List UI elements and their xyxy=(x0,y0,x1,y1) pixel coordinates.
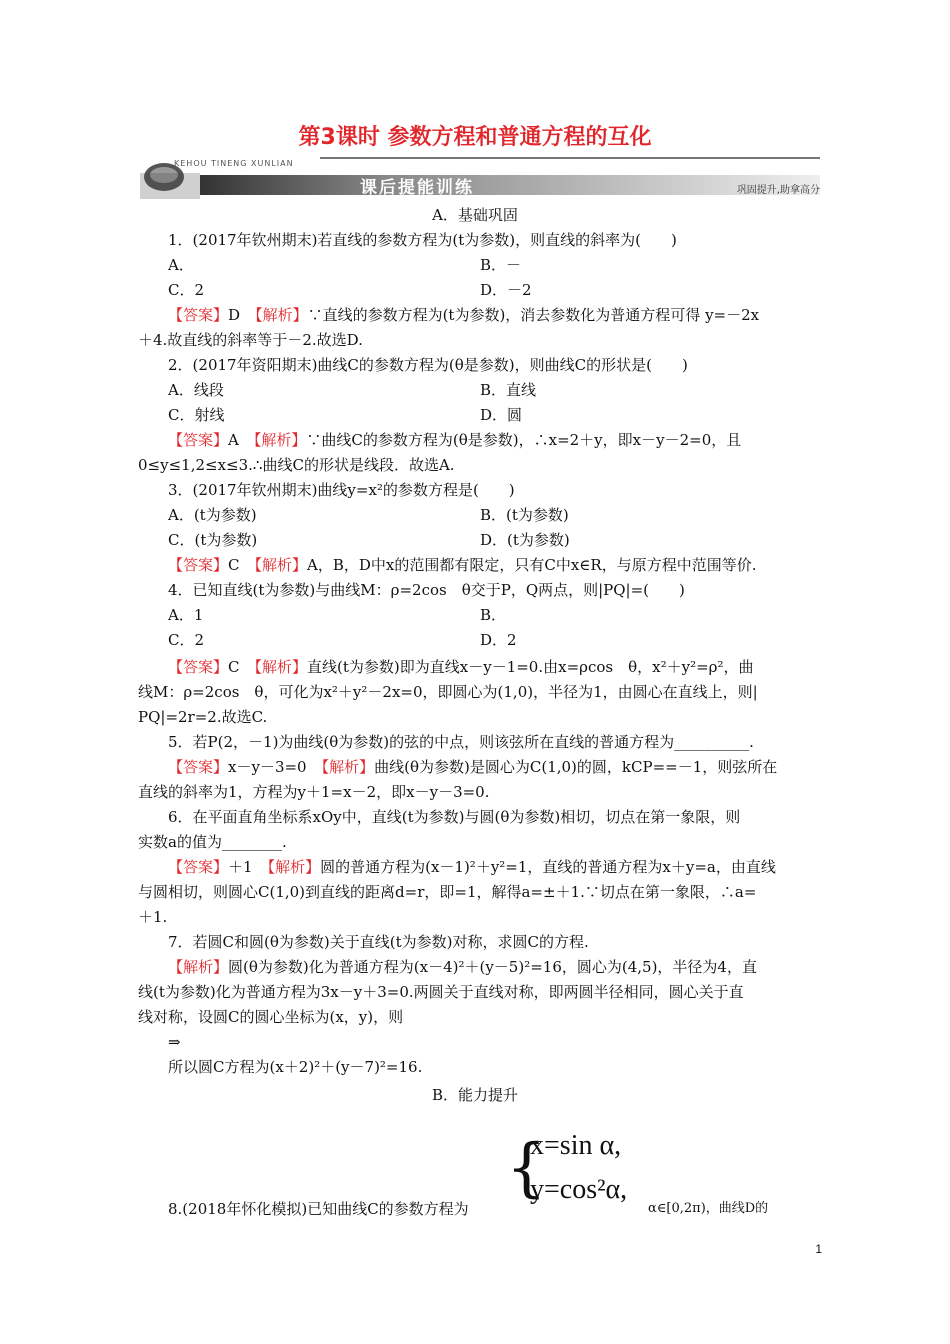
analysis-text: 曲线(θ为参数)是圆心为C(1,0)的圆，kCP==－1，则弦所在 xyxy=(374,758,778,776)
q1-option-c: C．2 xyxy=(168,281,205,299)
q7-text: 7．若圆C和圆(θ为参数)关于直线(t为参数)对称，求圆C的方程. xyxy=(168,933,589,951)
q7-analysis xyxy=(168,956,757,978)
answer-tag: 【答案】 xyxy=(168,758,229,776)
analysis-text: ∵直线的参数方程为(t为参数)，消去参数化为普通方程可得 y=－2x xyxy=(307,306,760,324)
analysis-tag: 【解析】 xyxy=(168,958,229,976)
page-title: 第3课时 参数方程和普通方程的互化 xyxy=(298,125,652,150)
q1-analysis-cont: ＋4.故直线的斜率等于－2.故选D. xyxy=(138,331,363,349)
answer-value: A xyxy=(228,431,239,449)
q7-result: 所以圆C方程为(x＋2)²＋(y－7)²=16. xyxy=(168,1058,423,1076)
answer-value: ＋1 xyxy=(228,858,253,876)
answer-tag: 【答案】 xyxy=(168,658,229,676)
answer-tag: 【答案】 xyxy=(168,556,229,574)
q8-text-cont: α∈[0,2π)，曲线D的 xyxy=(648,1201,769,1216)
answer-value: C xyxy=(228,658,240,676)
equation-line-1: x=sin α, xyxy=(530,1130,622,1161)
equation-line-2: y=cos²α, xyxy=(530,1174,628,1205)
answer-tag: 【答案】 xyxy=(168,306,229,324)
q7-analysis-cont1: 线(t为参数)化为普通方程为3x－y＋3=0.两圆关于直线对称，即两圆半径相同，圆心关于直 xyxy=(138,983,744,1001)
banner-bar xyxy=(200,175,820,195)
q4-answer xyxy=(168,656,754,678)
analysis-tag: 【解析】 xyxy=(254,658,308,676)
analysis-tag: 【解析】 xyxy=(321,758,375,776)
brace-symbol: { xyxy=(506,1131,547,1205)
analysis-tag: 【解析】 xyxy=(253,431,307,449)
q1-option-a: A． xyxy=(168,256,194,274)
q3-text: 3．(2017年钦州期末)曲线y=x²的参数方程是( ) xyxy=(168,481,515,499)
q4-option-d: D．2 xyxy=(480,631,517,649)
q4-analysis-cont1: 线M：ρ=2cos θ，可化为x²＋y²－2x=0，即圆心为(1,0)，半径为1，由圆心在直线上，则| xyxy=(138,683,758,701)
answer-tag: 【答案】 xyxy=(168,431,229,449)
q1-option-b: B．－ xyxy=(480,256,522,274)
q4-analysis-cont2: PQ|=2r=2.故选C. xyxy=(138,708,268,726)
analysis-text: 圆的普通方程为(x－1)²＋y²=1，直线的普通方程为x＋y=a，由直线 xyxy=(320,858,776,876)
analysis-text: A，B，D中x的范围都有限定，只有C中x∈R，与原方程中范围等价. xyxy=(307,556,757,574)
q1-text: 1．(2017年钦州期末)若直线的参数方程为(t为参数)，则直线的斜率为( ) xyxy=(168,231,677,249)
q2-analysis-cont: 0≤y≤1,2≤x≤3.∴曲线C的形状是线段．故选A. xyxy=(138,456,455,474)
q6-answer xyxy=(168,856,776,878)
q3-answer xyxy=(168,554,756,576)
answer-tag: 【答案】 xyxy=(168,858,229,876)
q2-answer xyxy=(168,429,741,451)
q6-analysis-cont2: ＋1. xyxy=(138,908,168,926)
q3-option-a: A．(t为参数) xyxy=(168,506,257,524)
q8-equation xyxy=(506,1128,666,1218)
section-a-heading: A．基础巩固 xyxy=(432,206,518,224)
q4-option-c: C．2 xyxy=(168,631,205,649)
answer-value: C xyxy=(228,556,240,574)
analysis-text: 直线(t为参数)即为直线x－y－1=0.由x=ρcos θ，x²＋y²=ρ²，曲 xyxy=(307,658,754,676)
section-banner xyxy=(140,153,820,203)
q4-option-a: A．1 xyxy=(168,606,204,624)
q2-option-b: B．直线 xyxy=(480,381,537,399)
answer-value: D xyxy=(228,306,241,324)
q4-text: 4．已知直线(t为参数)与曲线M：ρ=2cos θ交于P，Q两点，则|PQ|=( ) xyxy=(168,581,685,599)
banner-subtitle: 巩固提升,助拿高分 xyxy=(736,185,820,196)
analysis-tag: 【解析】 xyxy=(267,858,321,876)
q4-option-b: B． xyxy=(480,606,507,624)
analysis-text: ∵曲线C的参数方程为(θ是参数)，∴x=2＋y，即x－y－2=0，且 xyxy=(306,431,742,449)
q2-option-a: A．线段 xyxy=(168,381,224,399)
analysis-tag: 【解析】 xyxy=(254,556,308,574)
q1-answer xyxy=(168,304,759,326)
q2-option-d: D．圆 xyxy=(480,406,523,424)
q2-text: 2．(2017年资阳期末)曲线C的参数方程为(θ是参数)，则曲线C的形状是( ) xyxy=(168,356,688,374)
q6-text-cont: 实数a的值为________. xyxy=(138,833,287,851)
q3-option-b: B．(t为参数) xyxy=(480,506,569,524)
q2-option-c: C．射线 xyxy=(168,406,225,424)
analysis-tag: 【解析】 xyxy=(255,306,308,324)
q6-analysis-cont1: 与圆相切，则圆心C(1,0)到直线的距离d=r，即=1，解得a=±＋1.∵切点在第一象限，∴a= xyxy=(138,883,757,901)
q1-option-d: D．－2 xyxy=(480,281,532,299)
page-number: 1 xyxy=(815,1242,822,1256)
banner-label: 课后提能训练 xyxy=(360,178,474,198)
q5-analysis-cont: 直线的斜率为1，方程为y＋1=x－2，即x－y－3=0. xyxy=(138,783,490,801)
answer-value: x－y－3=0 xyxy=(228,758,307,776)
q7-implies: ⇒ xyxy=(168,1033,181,1051)
banner-pinyin: KEHOU TINENG XUNLIAN xyxy=(174,159,294,168)
banner-rule xyxy=(320,157,820,159)
q5-answer xyxy=(168,756,777,778)
q8-text: 8.(2018年怀化模拟)已知曲线C的参数方程为 xyxy=(168,1200,469,1218)
q5-text: 5．若P(2，－1)为曲线(θ为参数)的弦的中点，则该弦所在直线的普通方程为__________. xyxy=(168,733,754,751)
analysis-text: 圆(θ为参数)化为普通方程为(x－4)²＋(y－5)²=16，圆心为(4,5)，半径为4，直 xyxy=(228,958,757,976)
section-b-heading: B．能力提升 xyxy=(431,1086,519,1104)
q6-text: 6．在平面直角坐标系xOy中，直线(t为参数)与圆(θ为参数)相切，切点在第一象限，则 xyxy=(168,808,741,826)
q3-option-c: C．(t为参数) xyxy=(168,531,258,549)
q3-option-d: D．(t为参数) xyxy=(480,531,570,549)
q7-analysis-cont2: 线对称，设圆C的圆心坐标为(x，y)，则 xyxy=(138,1008,404,1026)
